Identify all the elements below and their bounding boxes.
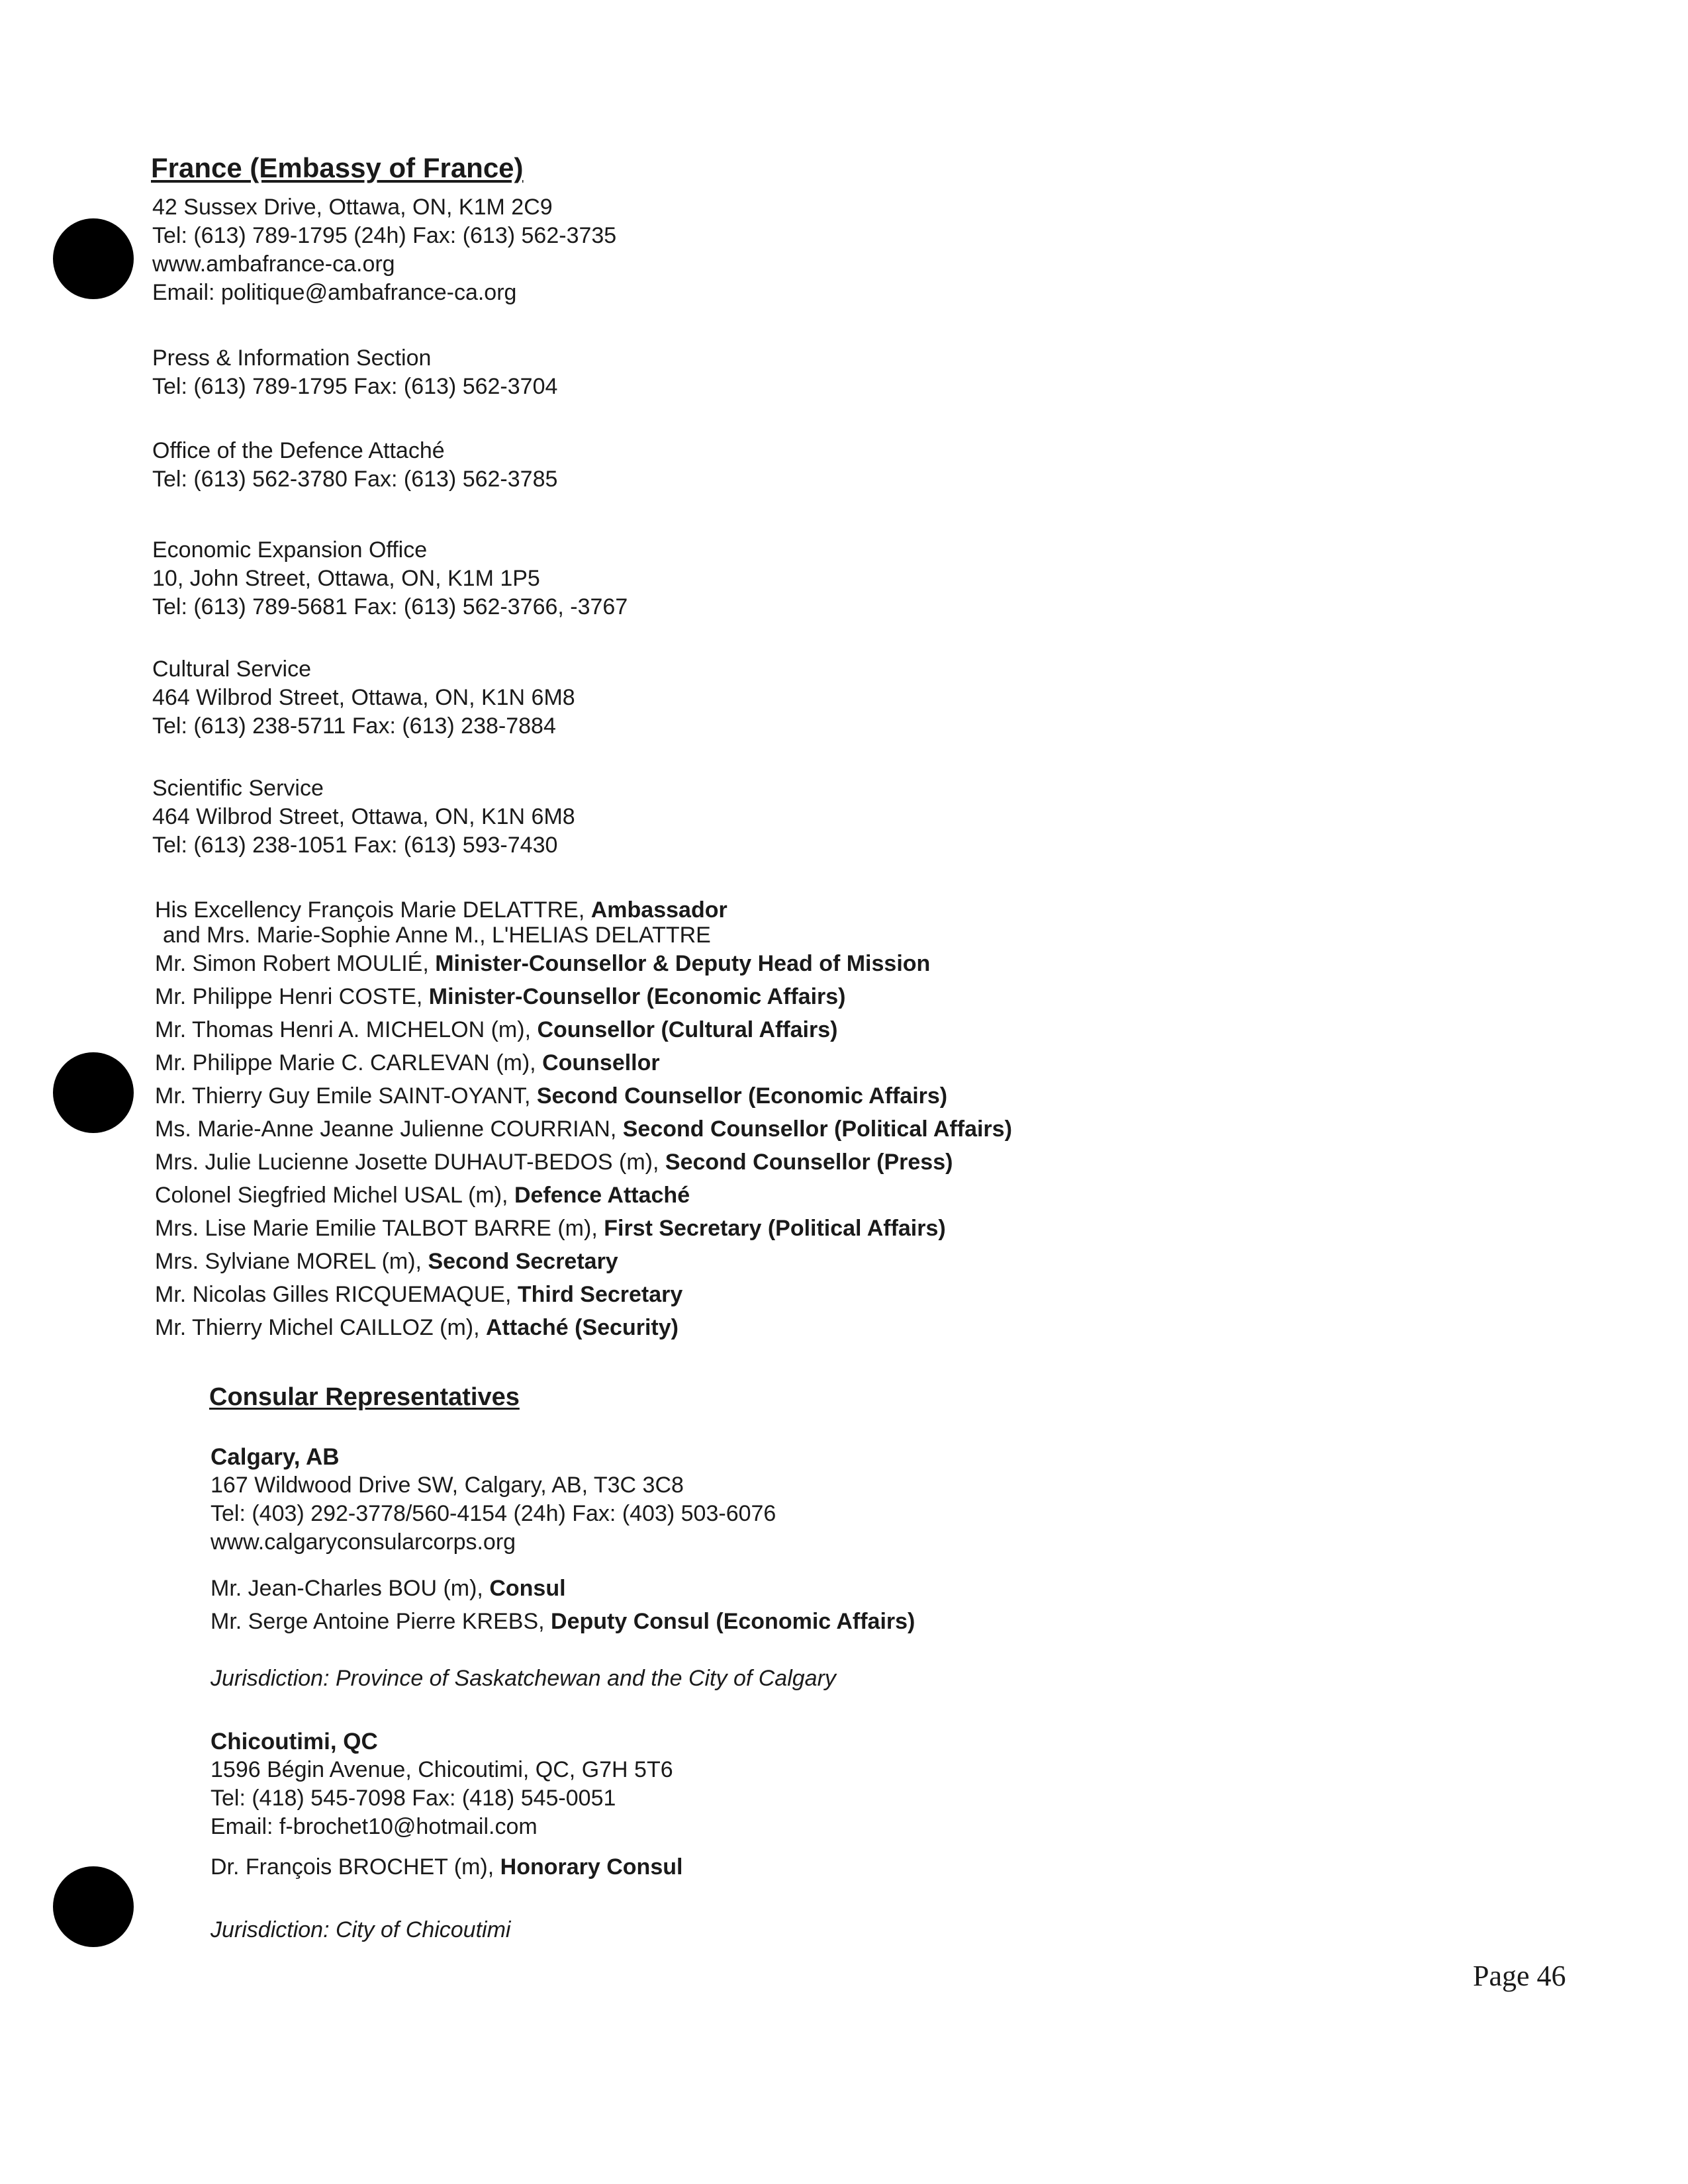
staff-name: Mr. Simon Robert MOULIÉ, <box>155 951 436 976</box>
consulate-calgary-people <box>211 1572 915 1638</box>
consulate-email: Email: f-brochet10@hotmail.com <box>211 1814 538 1839</box>
consulate-calgary-jurisdiction <box>211 1664 836 1693</box>
embassy-tel: Tel: (613) 789-1795 (24h) Fax: (613) 562-3735 <box>152 223 617 248</box>
section-defence <box>152 437 557 494</box>
consul-row <box>211 1853 682 1882</box>
consulate-chicoutimi <box>211 1727 673 1841</box>
consular-heading: Consular Representatives <box>209 1383 520 1411</box>
section-line: Tel: (613) 789-1795 Fax: (613) 562-3704 <box>152 374 558 399</box>
consul-name: Dr. François BROCHET (m), <box>211 1854 500 1880</box>
section-line: Tel: (613) 238-1051 Fax: (613) 593-7430 <box>152 833 558 858</box>
staff-name: Mr. Nicolas Gilles RICQUEMAQUE, <box>155 1282 518 1307</box>
section-line: Tel: (613) 238-5711 Fax: (613) 238-7884 <box>152 713 556 739</box>
section-cultural <box>152 655 575 741</box>
consulate-web: www.calgaryconsularcorps.org <box>211 1529 516 1555</box>
consular-heading-block <box>209 1383 520 1412</box>
jurisdiction: Jurisdiction: Province of Saskatchewan and the City of Calgary <box>211 1666 836 1691</box>
consulate-address: 167 Wildwood Drive SW, Calgary, AB, T3C 3C8 <box>211 1473 684 1498</box>
staff-row <box>155 980 1012 1013</box>
staff-name: Mr. Thierry Michel CAILLOZ (m), <box>155 1315 486 1340</box>
section-name: Cultural Service <box>152 657 311 682</box>
section-economic <box>152 536 628 621</box>
staff-row <box>155 1013 1012 1046</box>
section-name: Office of the Defence Attaché <box>152 438 445 463</box>
punch-hole <box>53 1866 134 1947</box>
embassy-heading-block <box>151 154 524 182</box>
consulate-chicoutimi-jurisdiction <box>211 1916 510 1944</box>
staff-row-spouse: and Mrs. Marie-Sophie Anne M., L'HELIAS DELATTRE <box>163 923 711 948</box>
consul-row <box>211 1572 915 1605</box>
staff-title: Attaché (Security) <box>486 1315 679 1340</box>
section-line: 464 Wilbrod Street, Ottawa, ON, K1N 6M8 <box>152 804 575 829</box>
embassy-contact <box>152 193 616 307</box>
staff-row <box>155 1113 1012 1146</box>
staff-row-ambassador <box>155 897 1012 923</box>
consul-title: Consul <box>489 1576 566 1601</box>
consul-title: Honorary Consul <box>500 1854 683 1880</box>
consulate-city: Calgary, AB <box>211 1444 340 1470</box>
staff-name: Mrs. Sylviane MOREL (m), <box>155 1249 428 1274</box>
staff-title: Third Secretary <box>517 1282 683 1307</box>
consul-name: Mr. Jean-Charles BOU (m), <box>211 1576 490 1601</box>
staff-name: Mrs. Julie Lucienne Josette DUHAUT-BEDOS (m), <box>155 1150 665 1175</box>
section-name: Scientific Service <box>152 776 324 801</box>
section-press <box>152 344 557 401</box>
staff-name: Ms. Marie-Anne Jeanne Julienne COURRIAN, <box>155 1116 623 1142</box>
section-line: 10, John Street, Ottawa, ON, K1M 1P5 <box>152 566 540 591</box>
staff-list <box>155 897 1012 1344</box>
staff-name: Mr. Philippe Henri COSTE, <box>155 984 429 1009</box>
punch-hole <box>53 1052 134 1133</box>
consulate-city: Chicoutimi, QC <box>211 1729 378 1754</box>
staff-title: Second Secretary <box>428 1249 618 1274</box>
staff-row <box>155 1046 1012 1079</box>
staff-row <box>155 1311 1012 1344</box>
section-scientific <box>152 774 575 860</box>
staff-row <box>155 1245 1012 1278</box>
staff-name: Colonel Siegfried Michel USAL (m), <box>155 1183 514 1208</box>
embassy-email: Email: politique@ambafrance-ca.org <box>152 280 517 305</box>
embassy-web: www.ambafrance-ca.org <box>152 251 395 277</box>
consul-name: Mr. Serge Antoine Pierre KREBS, <box>211 1609 551 1634</box>
staff-name: Mrs. Lise Marie Emilie TALBOT BARRE (m), <box>155 1216 604 1241</box>
consul-title: Deputy Consul (Economic Affairs) <box>551 1609 915 1634</box>
staff-row <box>155 1146 1012 1179</box>
section-name: Economic Expansion Office <box>152 537 428 563</box>
staff-title: Counsellor (Cultural Affairs) <box>537 1017 838 1042</box>
staff-title: Minister-Counsellor & Deputy Head of Mission <box>435 951 931 976</box>
jurisdiction: Jurisdiction: City of Chicoutimi <box>211 1917 511 1942</box>
consulate-calgary <box>211 1443 776 1557</box>
staff-name: Mr. Thierry Guy Emile SAINT-OYANT, <box>155 1083 537 1109</box>
section-line: Tel: (613) 562-3780 Fax: (613) 562-3785 <box>152 467 558 492</box>
staff-title: Second Counsellor (Press) <box>665 1150 953 1175</box>
staff-title: First Secretary (Political Affairs) <box>604 1216 946 1241</box>
staff-title: Second Counsellor (Political Affairs) <box>622 1116 1012 1142</box>
consul-row <box>211 1605 915 1638</box>
consulate-tel: Tel: (418) 545-7098 Fax: (418) 545-0051 <box>211 1786 616 1811</box>
staff-title: Counsellor <box>542 1050 660 1075</box>
staff-name: Mr. Philippe Marie C. CARLEVAN (m), <box>155 1050 543 1075</box>
embassy-heading: France (Embassy of France) <box>151 152 524 183</box>
consulate-chicoutimi-people <box>211 1853 682 1882</box>
staff-name: His Excellency François Marie DELATTRE, <box>155 897 591 923</box>
page-number: Page 46 <box>1473 1960 1566 1992</box>
section-name: Press & Information Section <box>152 345 432 371</box>
staff-row <box>155 1079 1012 1113</box>
staff-row <box>155 1278 1012 1311</box>
consulate-address: 1596 Bégin Avenue, Chicoutimi, QC, G7H 5T6 <box>211 1757 673 1782</box>
staff-title: Minister-Counsellor (Economic Affairs) <box>428 984 846 1009</box>
staff-title: Second Counsellor (Economic Affairs) <box>536 1083 948 1109</box>
staff-row <box>155 1212 1012 1245</box>
section-line: Tel: (613) 789-5681 Fax: (613) 562-3766, -3767 <box>152 594 628 619</box>
embassy-address: 42 Sussex Drive, Ottawa, ON, K1M 2C9 <box>152 195 553 220</box>
consulate-tel: Tel: (403) 292-3778/560-4154 (24h) Fax: (403) 503-6076 <box>211 1501 776 1526</box>
punch-hole <box>53 218 134 299</box>
staff-title: Ambassador <box>590 897 727 923</box>
staff-row <box>155 1179 1012 1212</box>
staff-row <box>155 947 1012 980</box>
staff-title: Defence Attaché <box>514 1183 690 1208</box>
section-line: 464 Wilbrod Street, Ottawa, ON, K1N 6M8 <box>152 685 575 710</box>
staff-name: Mr. Thomas Henri A. MICHELON (m), <box>155 1017 538 1042</box>
